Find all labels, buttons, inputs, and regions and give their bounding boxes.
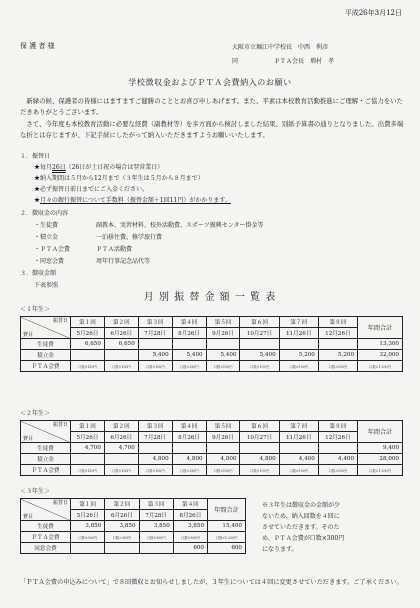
installment-header: 第５回 <box>206 317 240 328</box>
installment-header: 第２回 <box>105 499 139 510</box>
installment-date: 5月26日 <box>71 328 105 339</box>
schedule-table-grade2 <box>20 420 403 476</box>
grade-label: ＜２年生＞ <box>20 410 51 417</box>
amount-cell: 3,850 <box>71 521 105 532</box>
annual-total-cell: 口数×1,200円 <box>208 532 246 543</box>
amount-cell <box>104 350 138 361</box>
amount-cell <box>240 443 279 454</box>
installment-date: 11月26日 <box>279 432 318 443</box>
pta-fee-cell: 口数×150円 <box>138 361 172 372</box>
recipient: 保 護 者 様 <box>20 42 55 50</box>
transfer-item: ★納入期間は５月から12月まで（３年生は５月から８月まで） <box>34 175 204 182</box>
installment-header: 第１回 <box>71 499 105 510</box>
amount-cell <box>206 339 240 350</box>
amount-cell <box>138 443 172 454</box>
installment-header: 第４回 <box>172 317 206 328</box>
annual-total-cell: 15,400 <box>208 521 246 532</box>
fee-name: ・同窓会費 <box>34 258 65 265</box>
installment-header: 第３回 <box>138 421 172 432</box>
pta-fee-cell: 口数×150円 <box>318 361 357 372</box>
table-row <box>21 317 403 328</box>
installment-header: 第６回 <box>240 421 279 432</box>
row-label: ＰＴＡ会費 <box>21 532 71 543</box>
installment-date: 6月26日 <box>104 328 138 339</box>
table-row <box>21 432 403 443</box>
amount-cell <box>172 443 206 454</box>
installment-date: 9月26日 <box>206 328 240 339</box>
amount-cell: 5,400 <box>138 350 172 361</box>
transfer-item: ★必ず振替日前日までにご入金ください。 <box>34 186 149 193</box>
annual-total-header: 年間合計 <box>358 317 403 339</box>
installment-date: 12月26日 <box>318 328 357 339</box>
fee-description: 一泊移住費、修学旅行費 <box>96 234 163 241</box>
installment-header: 第３回 <box>139 499 173 510</box>
row-label: 生徒費 <box>21 339 71 350</box>
section-transfer-date: １．振替日 <box>20 153 51 160</box>
annual-total-cell: 600 <box>208 543 246 554</box>
row-label: 生徒費 <box>21 521 71 532</box>
row-label: 積立金 <box>21 350 71 361</box>
table-row <box>21 361 403 372</box>
amount-cell: 3,850 <box>139 521 173 532</box>
table-row <box>21 454 403 465</box>
table-row <box>21 421 403 432</box>
grade-label: ＜３年生＞ <box>20 488 51 495</box>
installment-header: 第７回 <box>279 421 318 432</box>
amount-cell: 5,400 <box>240 350 279 361</box>
amount-cell <box>139 543 173 554</box>
amount-cell: 4,800 <box>138 454 172 465</box>
installment-date: 9月26日 <box>206 432 240 443</box>
table-row <box>21 499 246 510</box>
amount-cell <box>318 443 357 454</box>
pta-fee-cell: 口数×150円 <box>172 465 206 476</box>
fee-description: 副教本、実習材料、校外活動費、スポーツ振興センター掛金等 <box>96 222 264 229</box>
installment-header: 第８回 <box>318 317 357 328</box>
installment-header: 第５回 <box>206 421 240 432</box>
table-row <box>21 443 403 454</box>
pta-fee-cell: 口数×300円 <box>139 532 173 543</box>
amount-cell: 4,400 <box>318 454 357 465</box>
amount-cell: 5,400 <box>172 350 206 361</box>
pta-fee-cell: 口数×150円 <box>138 465 172 476</box>
amount-cell <box>318 339 357 350</box>
section-contents: ２．徴収金の内容 <box>20 210 69 217</box>
annual-total-cell: 口数×1,200円 <box>358 361 403 372</box>
installment-header: 第４回 <box>172 421 206 432</box>
table-row <box>21 339 403 350</box>
issue-date: 平成26年3月12日 <box>344 9 402 17</box>
amount-cell: 5,400 <box>206 350 240 361</box>
installment-header: 第８回 <box>318 421 357 432</box>
grade3-note: ※３年生は徴収金の金額が少 ないため、納入回数を４回に させていただきます。そのた め、ＰＴＡ会費が口数×300円 になります。 <box>262 502 345 553</box>
amount-cell: 6,650 <box>71 339 105 350</box>
installment-date: 10月27日 <box>240 328 279 339</box>
amount-cell <box>105 543 139 554</box>
pta-fee-cell: 口数×300円 <box>173 532 207 543</box>
annual-total-cell: 13,300 <box>358 339 403 350</box>
row-label: ＰＴＡ会費 <box>21 361 71 372</box>
installment-date: 5月26日 <box>71 510 105 521</box>
amount-cell: 4,800 <box>240 454 279 465</box>
amount-cell <box>206 443 240 454</box>
fee-name: ・ＰＴＡ会費 <box>34 246 71 253</box>
annual-total-cell: 9,400 <box>358 443 403 454</box>
annual-total-header: 年間合計 <box>358 421 403 443</box>
amount-cell: 5,200 <box>279 350 318 361</box>
request-paragraph: さて、今年度も本校教育活動に必要な経費（副教材等）を多方面から検討しました結果、別紙予算書の通りとなりました。出費多端な折とは存じますが、下記手続にしたがって納入いただきますようお願いいたします。 <box>20 120 404 139</box>
sender-principal: 大阪市立堀江中学校長 中西 利彦 <box>232 44 329 51</box>
section-amounts: ３．徴収金額 <box>20 270 57 277</box>
annual-total-cell: 口数×1,200円 <box>358 465 403 476</box>
amount-cell <box>71 454 105 465</box>
amount-cell: 4,800 <box>206 454 240 465</box>
schedule-table-grade3 <box>20 498 246 554</box>
fee-name: ・積立金 <box>34 234 59 241</box>
table-row <box>21 328 403 339</box>
row-label: 同窓会費 <box>21 543 71 554</box>
amount-cell: 3,850 <box>105 521 139 532</box>
installment-date: 11月26日 <box>279 328 318 339</box>
amount-cell: 3,850 <box>173 521 207 532</box>
table-row <box>21 543 246 554</box>
greeting-paragraph: 新緑の候、保護者の皆様にはますますご健勝のこととお喜び申しあげます。また、平素は本校教育活動推進にご理解・ご協力をいただきありがとうございます。 <box>20 97 403 116</box>
installment-header: 第４回 <box>173 499 207 510</box>
amount-cell <box>71 543 105 554</box>
fee-name: ・生徒費 <box>34 222 59 229</box>
installment-header: 第７回 <box>279 317 318 328</box>
installment-date: 10月27日 <box>240 432 279 443</box>
table-row <box>21 465 403 476</box>
table-row <box>21 521 246 532</box>
amount-cell <box>71 350 105 361</box>
see-table-note: 下表参照 <box>34 282 59 289</box>
installment-header: 第６回 <box>240 317 279 328</box>
pta-fee-cell: 口数×150円 <box>279 361 318 372</box>
pta-fee-cell: 口数×150円 <box>206 465 240 476</box>
annual-total-cell: 32,000 <box>358 350 403 361</box>
pta-fee-cell: 口数×150円 <box>206 361 240 372</box>
installment-header: 第３回 <box>138 317 172 328</box>
amount-cell <box>240 339 279 350</box>
corner-header: 振替日 費目 <box>21 317 71 339</box>
table-row <box>21 532 246 543</box>
table-row <box>21 350 403 361</box>
pta-fee-cell: 口数×150円 <box>71 361 105 372</box>
amount-cell <box>279 443 318 454</box>
amount-cell <box>172 339 206 350</box>
fee-description: 周年行事記念品代等 <box>96 258 151 265</box>
amount-cell: 4,400 <box>279 454 318 465</box>
pta-fee-cell: 口数×300円 <box>105 532 139 543</box>
installment-header: 第１回 <box>71 421 105 432</box>
fee-description: ＰＴＡ活動費 <box>96 246 133 253</box>
pta-fee-cell: 口数×150円 <box>318 465 357 476</box>
pta-fee-cell: 口数×150円 <box>71 465 105 476</box>
row-label: 生徒費 <box>21 443 71 454</box>
pta-fee-cell: 口数×150円 <box>104 361 138 372</box>
installment-date: 7月28日 <box>138 328 172 339</box>
installment-date: 5月26日 <box>71 432 105 443</box>
transfer-item: ★毎月26日（26日が土日祝の場合は翌営業日） <box>34 164 164 171</box>
row-label: 積立金 <box>21 454 71 465</box>
annual-total-header: 年間合計 <box>208 499 246 521</box>
installment-date: 6月26日 <box>105 510 139 521</box>
amount-cell: 600 <box>173 543 207 554</box>
amount-cell: 6,650 <box>104 339 138 350</box>
installment-date: 12月26日 <box>318 432 357 443</box>
amount-cell: 4,700 <box>71 443 105 454</box>
installment-date: 6月26日 <box>104 432 138 443</box>
amount-cell <box>104 454 138 465</box>
installment-header: 第１回 <box>71 317 105 328</box>
amount-cell: 4,700 <box>104 443 138 454</box>
pta-fee-cell: 口数×150円 <box>279 465 318 476</box>
amount-cell <box>138 339 172 350</box>
corner-header: 振替日 費目 <box>21 499 71 521</box>
amount-cell: 5,200 <box>318 350 357 361</box>
pta-fee-cell: 口数×150円 <box>104 465 138 476</box>
installment-date: 8月26日 <box>172 432 206 443</box>
amount-cell <box>279 339 318 350</box>
pta-fee-cell: 口数×150円 <box>240 361 279 372</box>
grade-label: ＜１年生＞ <box>20 306 51 313</box>
document-title: 学校徴収金およびＰＴＡ会費納入のお願い <box>128 78 292 87</box>
sender-pta-chair: 同 ＰＴＡ会長 増村 孝 <box>232 58 335 65</box>
installment-header: 第２回 <box>104 317 138 328</box>
schedule-table-grade1 <box>20 316 403 372</box>
amount-cell: 4,800 <box>172 454 206 465</box>
installment-date: 7月28日 <box>138 432 172 443</box>
pta-fee-cell: 口数×300円 <box>71 532 105 543</box>
row-label: ＰＴＡ会費 <box>21 465 71 476</box>
footer-notice: 「ＰＴＡ会費の申込みについて」で８回徴収とお知らせしましたが、３年生については４回に変更させていただきます。ご了承ください。 <box>20 579 403 586</box>
transfer-item: ★月々の銀行振替について手数料（振替金額＋1回11円）がかかります。 <box>34 197 231 204</box>
installment-date: 7月28日 <box>139 510 173 521</box>
corner-header: 振替日 費目 <box>21 421 71 443</box>
pta-fee-cell: 口数×150円 <box>172 361 206 372</box>
installment-date: 8月26日 <box>173 510 207 521</box>
annual-total-cell: 28,000 <box>358 454 403 465</box>
installment-header: 第２回 <box>104 421 138 432</box>
installment-date: 8月26日 <box>172 328 206 339</box>
table-title: 月 別 振 替 金 額 一 覧 表 <box>143 292 277 303</box>
pta-fee-cell: 口数×150円 <box>240 465 279 476</box>
